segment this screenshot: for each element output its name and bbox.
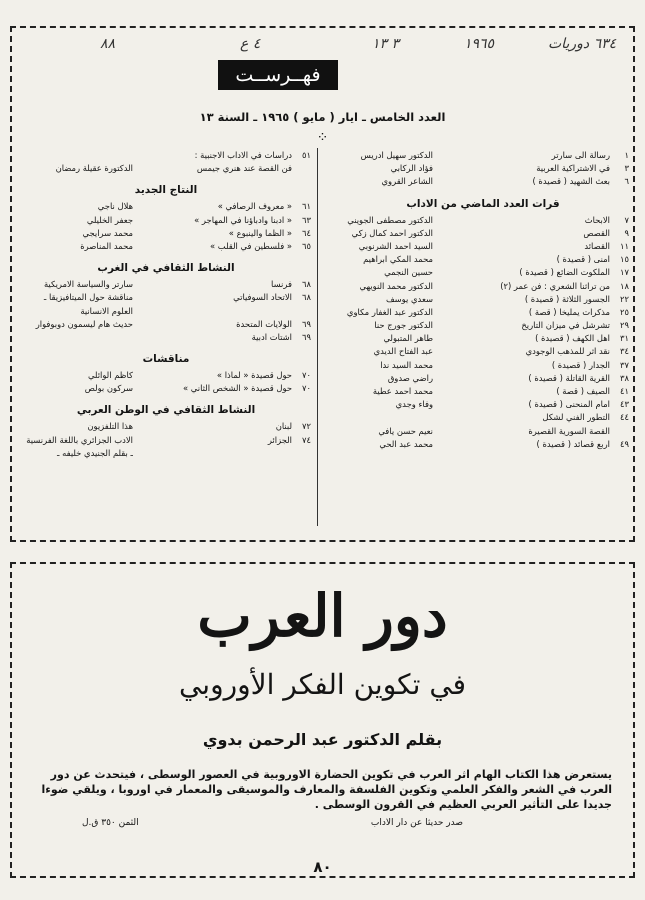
entry-page: ٧٢	[302, 421, 311, 432]
entry-title: القصص	[583, 227, 610, 238]
contents-entry	[337, 425, 629, 438]
entry-title: الولايات المتحدة	[236, 318, 292, 329]
section-heading: النتاج الجديد	[134, 184, 198, 197]
book-description: يستعرض هذا الكتاب الهام اثر العرب في تكوين الحضارة الاوروبية في العصور الوسطى ، فيتحدث عن دور العرب في الشعر والفكر العلمي وتكوين الفلسفة والمعارف والموسيقى والمعمار في اوروبا ، ويلقي ضوءا جديدا على التأثير العربي العظيم في القرون الوسطى .	[41, 768, 612, 811]
entry-author: هذا التلفزيون	[87, 421, 133, 432]
entry-author: محمد احمد عطية	[372, 386, 433, 396]
contents-entry	[337, 319, 629, 332]
entry-author: محمد سرايجي	[82, 227, 133, 238]
entry-page: ٧	[624, 214, 629, 225]
entry-page: ٦٩	[302, 331, 311, 342]
section-heading: النشاط الثقافي في الغرب	[97, 262, 235, 275]
entry-page: ٣٤	[620, 346, 629, 357]
contents-entry	[21, 420, 311, 433]
contents-entry	[21, 291, 311, 304]
entry-author: محمد المكي ابراهيم	[363, 254, 433, 265]
entry-page: ١٥	[620, 254, 629, 265]
entry-page: ٧٠	[302, 383, 311, 394]
section-heading: النشاط الثقافي في الوطن العربي	[76, 404, 256, 417]
contents-entry	[337, 266, 629, 279]
entry-page: ٦٥	[302, 240, 311, 251]
contents-entry	[21, 200, 311, 213]
entry-author: ـ بقلم الجنيدي خليفه ـ	[57, 447, 133, 458]
contents-entry	[21, 149, 311, 162]
page-number: ٨٠	[313, 858, 332, 876]
entry-author: الدكتور جورج حنا	[374, 320, 433, 331]
entry-page	[610, 425, 629, 438]
entry-author: الدكتور احمد كمال زكي	[351, 227, 433, 238]
entry-page: ٥١	[302, 150, 311, 160]
entry-author: الدكتورة عقيلة رمضان	[55, 163, 133, 174]
entry-page: ٧٠	[302, 370, 311, 381]
entry-page: ٢٢	[620, 293, 629, 304]
entry-author: عبد الفتاح الديدي	[373, 346, 433, 357]
entry-title: تشرشل في ميزان التاريخ	[521, 320, 610, 331]
entry-page: ١	[624, 150, 629, 160]
entry-author: مناقشة حول الميتافيزيقا ـ	[43, 292, 133, 303]
entry-page	[292, 305, 311, 318]
entry-title: « فلسطين في القلب »	[209, 240, 292, 251]
book-author: بقلم الدكتور عبد الرحمن بدوي	[202, 730, 443, 749]
entry-page: ٣٧	[620, 359, 629, 370]
entry-title: لبنان	[275, 421, 292, 432]
entry-title: فن القصة عند هنري جيمس	[196, 163, 292, 174]
entry-author: هلال ناجي	[97, 201, 133, 212]
contents-entry	[21, 318, 311, 331]
ornament: ⁘	[316, 130, 329, 146]
entry-title: الجدار ( قصيدة )	[551, 359, 610, 370]
entry-title: « ادبنا وادباؤنا في المهاجر »	[194, 214, 292, 225]
entry-title	[133, 447, 292, 460]
entry-author: حديث هام ليسمون دوبوفوار	[35, 318, 133, 329]
entry-page: ٦٤	[302, 227, 311, 238]
contents-entry	[21, 214, 311, 227]
contents-entry	[337, 306, 629, 319]
entry-title: الملكوت الضائع ( قصيدة )	[519, 267, 610, 278]
entry-page: ٤٤	[620, 412, 629, 423]
entry-page: ٦٣	[302, 214, 311, 225]
contents-entry	[21, 162, 311, 175]
entry-author: محمد السيد ندا	[380, 359, 433, 370]
contents-entry	[337, 227, 629, 240]
contents-entry	[21, 227, 311, 240]
entry-title: « الظما والينبوع »	[228, 227, 292, 238]
contents-entry	[337, 359, 629, 372]
contents-entry	[21, 447, 311, 460]
entry-page: ١٨	[620, 280, 629, 291]
contents-entry	[337, 332, 629, 345]
entry-page: ١١	[620, 240, 629, 251]
entry-title: الابحاث	[584, 214, 610, 225]
contents-entry	[337, 149, 629, 162]
entry-title: امنى ( قصيدة )	[556, 254, 610, 265]
entry-page: ٦٩	[302, 318, 311, 329]
issue-line: العدد الخامس ـ ايار ( مايو ) ١٩٦٥ ـ السنة ١٣	[199, 110, 446, 124]
entry-author: طاهر المتبولي	[383, 333, 433, 344]
contents-entry	[21, 331, 311, 344]
contents-entry	[337, 411, 629, 424]
entry-title: القصة السورية القصيرة	[528, 425, 610, 436]
contents-entry	[337, 345, 629, 358]
contents-entry	[337, 438, 629, 451]
entry-page: ٧٤	[302, 434, 311, 445]
book-subtitle: في تكوين الفكر الأوروبي	[178, 668, 467, 701]
entry-title: اربع قصائد ( قصيدة )	[536, 438, 610, 449]
contents-entry	[337, 253, 629, 266]
entry-page: ٢٥	[620, 306, 629, 317]
entry-page: ٦٨	[302, 292, 311, 303]
book-title: دور العرب	[197, 582, 448, 650]
entry-title	[133, 305, 292, 318]
entry-author: الدكتور عبد الغفار مكاوي	[346, 306, 433, 317]
contents-column-left	[21, 149, 311, 460]
section-heading: مناقشات	[142, 353, 190, 366]
entry-author: الشاعر القروي	[381, 176, 433, 187]
entry-title: من تراثنا الشعري : فن عمر (٢)	[500, 280, 610, 291]
entry-title: حول قصيدة « الشخص الثاني »	[182, 383, 292, 394]
contents-entry	[337, 175, 629, 188]
entry-title: في الاشتراكية العربية	[536, 163, 610, 174]
entry-page: ١٧	[620, 267, 629, 278]
entry-title: الاتحاد السوفياتي	[233, 292, 292, 303]
contents-entry	[337, 162, 629, 175]
entry-author: الادب الجزائري باللغة الفرنسية	[26, 434, 133, 445]
page-title: فهــرســت	[218, 60, 338, 90]
entry-author: السيد احمد الشرنوبي	[358, 240, 433, 251]
contents-entry	[337, 372, 629, 385]
contents-entry	[337, 280, 629, 293]
entry-author: جعفر الخليلي	[86, 214, 133, 225]
entry-title: حول قصيدة « لماذا »	[216, 370, 292, 381]
entry-page	[292, 447, 311, 460]
entry-title: دراسات في الاداب الاجنبية :	[194, 150, 292, 160]
entry-title: التطور الفني لشكل	[542, 412, 610, 423]
entry-title: القرية القاتلة ( قصيدة )	[528, 372, 610, 383]
entry-author: سارتر والسياسة الامريكية	[43, 279, 133, 290]
entry-title: الصيف ( قصة )	[556, 386, 610, 396]
section-heading: قرات العدد الماضي من الاداب	[406, 197, 560, 210]
handwritten-note: ٨٨	[100, 36, 116, 52]
entry-author: الدكتور مصطفى الجويني	[347, 214, 433, 225]
contents-entry	[337, 398, 629, 411]
entry-title: اشتات ادبية	[251, 331, 292, 342]
entry-title: امام المنحنى ( قصيدة )	[528, 399, 610, 410]
entry-title: رسالة الى سارتر	[551, 150, 610, 160]
contents-entry	[21, 434, 311, 447]
entry-title: نقد اثر للمذهب الوجودي	[525, 346, 610, 357]
entry-author: الدكتور محمد النويهي	[359, 280, 433, 291]
contents-entry	[337, 240, 629, 253]
contents-entry	[21, 382, 311, 395]
entry-page: ٤١	[620, 386, 629, 396]
contents-entry	[337, 385, 629, 398]
entry-author: وفاء وجدي	[395, 399, 433, 410]
publisher-note: صدر حديثا عن دار الاداب	[370, 818, 463, 828]
entry-page: ٤٩	[620, 438, 629, 449]
entry-page: ٣	[624, 163, 629, 174]
entry-author: حسين النجمي	[384, 267, 433, 278]
entry-author: العلوم الانسانية	[80, 305, 133, 316]
entry-page: ٣٨	[620, 372, 629, 383]
entry-page: ٢٩	[620, 320, 629, 331]
entry-author: محمد عبد الحي	[379, 438, 433, 449]
entry-page: ٤٣	[620, 399, 629, 410]
entry-author	[337, 411, 433, 424]
entry-title: فرنسا	[271, 279, 292, 290]
price: الثمن ٣٥٠ ق.ل	[82, 818, 139, 828]
column-divider	[317, 148, 318, 526]
handwritten-note: ٦٣٤ دوريات	[548, 36, 617, 52]
entry-title: القصائد	[584, 240, 610, 251]
contents-column-right	[337, 149, 629, 451]
contents-entry	[337, 214, 629, 227]
entry-page	[292, 162, 311, 175]
entry-author: كاظم الوائلي	[87, 370, 133, 381]
entry-author: فؤاد الركابي	[390, 163, 433, 174]
entry-title: اهل الكهف ( قصيدة )	[535, 333, 610, 344]
handwritten-note: ١٩٦٥	[464, 36, 495, 52]
entry-title: الجزائر	[267, 434, 292, 445]
entry-author: نعيم حسن يافي	[378, 425, 433, 436]
entry-page: ٩	[624, 227, 629, 238]
handwritten-note: ٣ ١٣	[372, 36, 400, 52]
entry-title: مذكرات يمليخا ( قصة )	[528, 306, 610, 317]
entry-author: محمد المناصرة	[80, 240, 133, 251]
contents-entry	[21, 369, 311, 382]
entry-page: ٦١	[302, 201, 311, 212]
contents-entry	[21, 240, 311, 253]
entry-author	[21, 149, 133, 162]
contents-entry	[21, 278, 311, 291]
entry-author: الدكتور سهيل ادريس	[360, 150, 433, 160]
entry-page: ٦٨	[302, 279, 311, 290]
entry-title: بعث الشهيد ( قصيدة )	[532, 176, 610, 187]
entry-author: راضي صدوق	[387, 372, 433, 383]
entry-author	[21, 331, 133, 344]
entry-author: سعدي يوسف	[385, 293, 433, 304]
entry-author: سركون بولص	[84, 383, 133, 394]
entry-page: ٦	[624, 176, 629, 187]
contents-entry	[337, 293, 629, 306]
entry-title: الجسور الثلاثة ( قصيدة )	[524, 293, 610, 304]
entry-page: ٣١	[620, 333, 629, 344]
handwritten-note: ٤ ع	[240, 36, 261, 52]
entry-title: « معروف الرصافي »	[217, 201, 292, 212]
contents-entry	[21, 305, 311, 318]
